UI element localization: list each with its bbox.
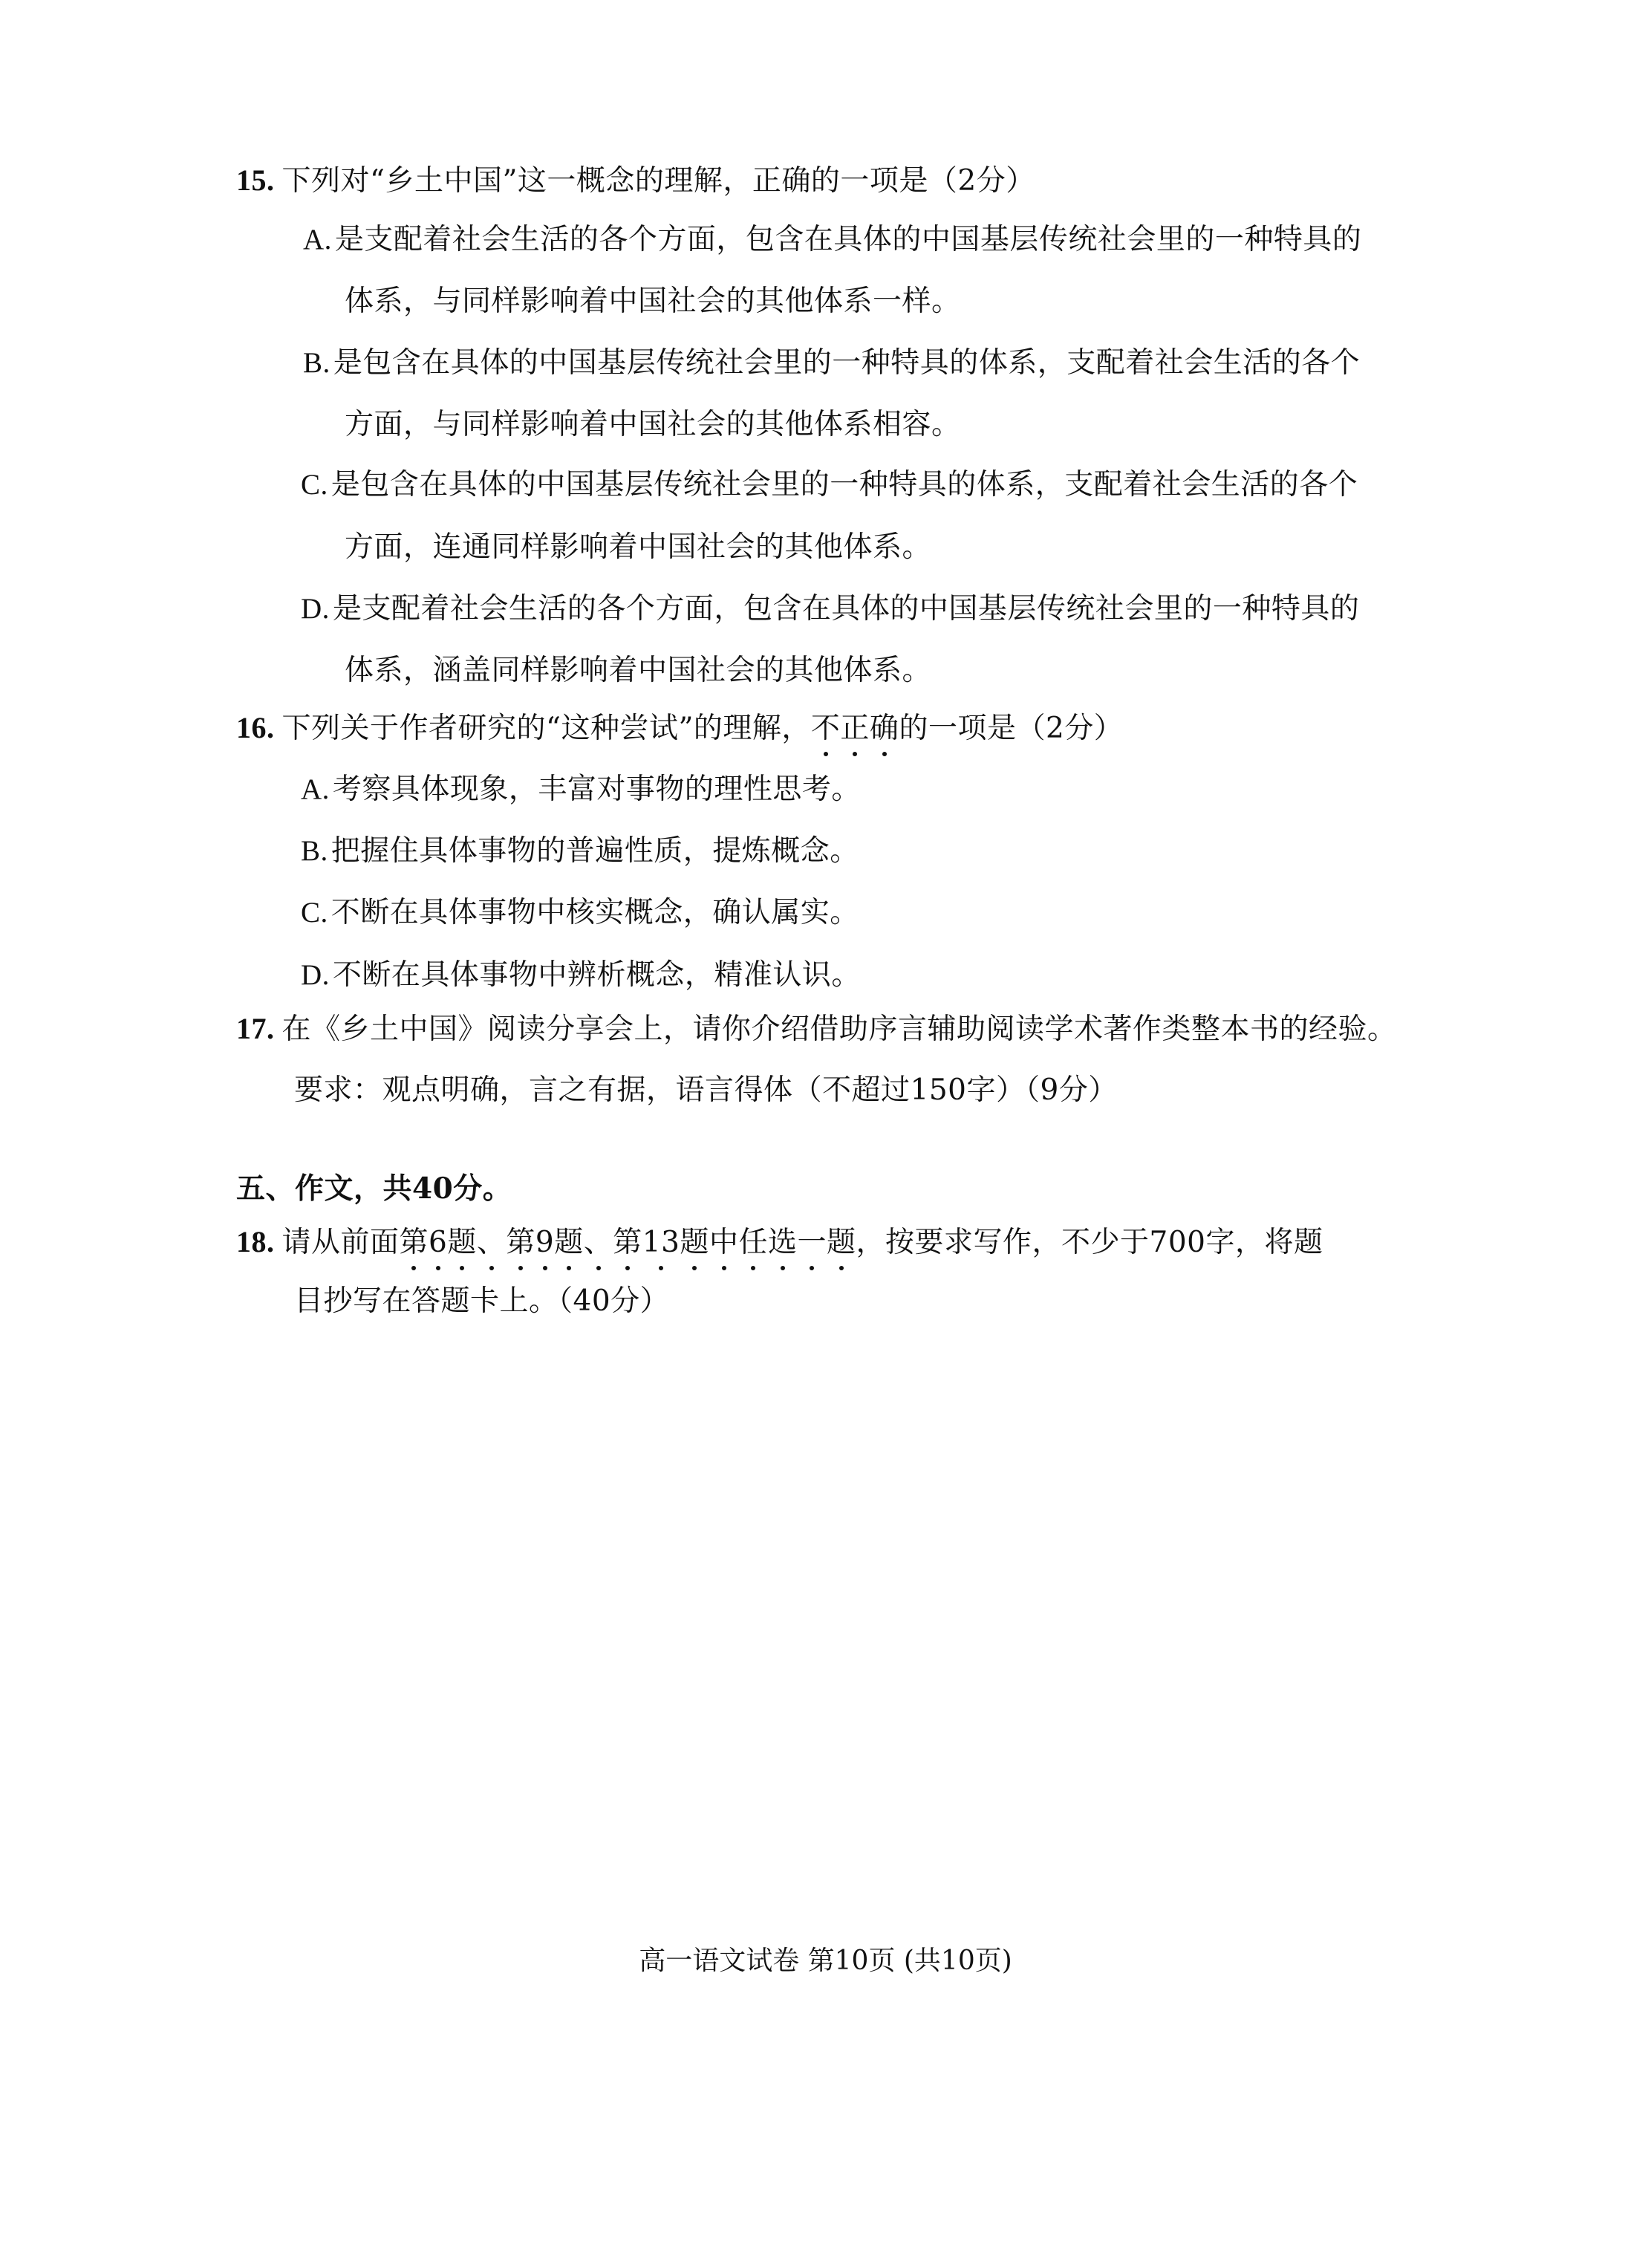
- option-text-continued: 方面，与同样影响着中国社会的其他体系相容。: [345, 408, 961, 441]
- emphasis-char: 选: [768, 1224, 798, 1261]
- option-label: C.: [301, 469, 328, 501]
- q15-option-c-line1: [301, 467, 1358, 504]
- option-text: 不断在具体事物中辨析概念，精准认识。: [332, 958, 861, 992]
- q15-option-c-line2: [345, 529, 931, 566]
- option-text: 是包含在具体的中国基层传统社会里的一种特具的体系，支配着社会生活的各个: [330, 468, 1358, 501]
- option-label: B.: [301, 835, 328, 867]
- option-text: 是支配着社会生活的各个方面，包含在具体的中国基层传统社会里的一种特具的: [332, 592, 1360, 626]
- q16-option-c: [301, 894, 859, 932]
- emphasis-char: 第: [400, 1224, 429, 1261]
- emphasis-char: 确: [870, 710, 899, 747]
- emphasis-char: 13: [642, 1224, 680, 1261]
- q15-option-b-line1: [303, 345, 1360, 382]
- question-stem-text: 下列对“乡土中国”这一概念的理解，正确的一项是（2分）: [281, 164, 1035, 198]
- question-18-line1: [236, 1224, 1323, 1261]
- emphasis-char: 不: [811, 710, 841, 747]
- emphasis-char: 题: [447, 1224, 477, 1261]
- option-text: 考察具体现象，丰富对事物的理性思考。: [332, 773, 861, 806]
- emphasis-char: 题: [827, 1224, 856, 1261]
- question-16-stem: [236, 709, 1123, 747]
- question-15-stem: [236, 162, 1035, 200]
- option-label: B.: [303, 347, 330, 379]
- footer-text: 高一语文试卷 第10页 (共10页): [639, 1946, 1012, 1976]
- q15-option-d-line1: [301, 591, 1359, 628]
- emphasis-char: 正: [840, 710, 870, 747]
- q15-option-a-line2: [345, 283, 961, 320]
- question-number: 18.: [236, 1225, 275, 1258]
- question-17-line1: [236, 1010, 1397, 1048]
- question-number: 17.: [236, 1012, 275, 1045]
- question-18-line2: [294, 1283, 669, 1320]
- option-label: D.: [301, 959, 330, 991]
- option-text: 把握住具体事物的普遍性质，提炼概念。: [330, 834, 859, 868]
- option-text-continued: 方面，连通同样影响着中国社会的其他体系。: [345, 530, 932, 564]
- question-number: 15.: [236, 163, 275, 197]
- question-stem-text: 下列关于作者研究的“这种尝试”的理解，: [281, 712, 811, 745]
- option-text-continued: 体系，涵盖同样影响着中国社会的其他体系。: [345, 654, 932, 687]
- option-text: 是支配着社会生活的各个方面，包含在具体的中国基层传统社会里的一种特具的: [334, 223, 1362, 256]
- section-heading: [236, 1170, 512, 1207]
- emphasis-char: 题: [680, 1224, 709, 1261]
- option-text-continued: 体系，与同样影响着中国社会的其他体系一样。: [345, 285, 961, 318]
- option-label: A.: [301, 773, 330, 805]
- emphasis-char: 6: [429, 1224, 447, 1261]
- option-text: 不断在具体事物中核实概念，确认属实。: [330, 896, 859, 929]
- emphasis-char: 中: [709, 1224, 739, 1261]
- question-requirement: 要求：观点明确，言之有据，语言得体（不超过150字）（9分）: [294, 1073, 1118, 1107]
- emphasis-char: 第: [613, 1224, 642, 1261]
- emphasis-char: 、: [584, 1224, 613, 1261]
- q16-option-b: [301, 833, 859, 870]
- page-footer: [0, 1943, 1651, 1979]
- section-heading-text: 五、作文，共40分。: [236, 1172, 512, 1206]
- emphasis-char: 一: [797, 1224, 827, 1261]
- question-text: 请从前面: [281, 1226, 400, 1259]
- emphasis-char: 题: [554, 1224, 584, 1261]
- question-number: 16.: [236, 711, 275, 744]
- emphasis-char: 9: [535, 1224, 554, 1261]
- emphasis-char: 任: [738, 1224, 768, 1261]
- question-stem-text: 的一项是（2分）: [899, 712, 1124, 745]
- question-text: 在《乡土中国》阅读分享会上，请你介绍借助序言辅助阅读学术著作类整本书的经验。: [281, 1013, 1397, 1046]
- option-label: D.: [301, 593, 330, 625]
- option-label: C.: [301, 897, 328, 929]
- q16-option-d: [301, 957, 861, 994]
- option-text: 是包含在具体的中国基层传统社会里的一种特具的体系，支配着社会生活的各个: [333, 346, 1361, 380]
- q15-option-d-line2: [345, 652, 931, 689]
- q16-option-a: [301, 771, 861, 808]
- q15-option-a-line1: [303, 221, 1361, 259]
- option-label: A.: [303, 224, 332, 256]
- emphasis-char: 第: [506, 1224, 535, 1261]
- question-text: ，按要求写作，不少于700字，将题: [856, 1226, 1323, 1259]
- q15-option-b-line2: [345, 406, 961, 443]
- question-17-line2: [294, 1072, 1118, 1109]
- question-text-continued: 目抄写在答题卡上。（40分）: [294, 1284, 670, 1318]
- emphasis-char: 、: [477, 1224, 507, 1261]
